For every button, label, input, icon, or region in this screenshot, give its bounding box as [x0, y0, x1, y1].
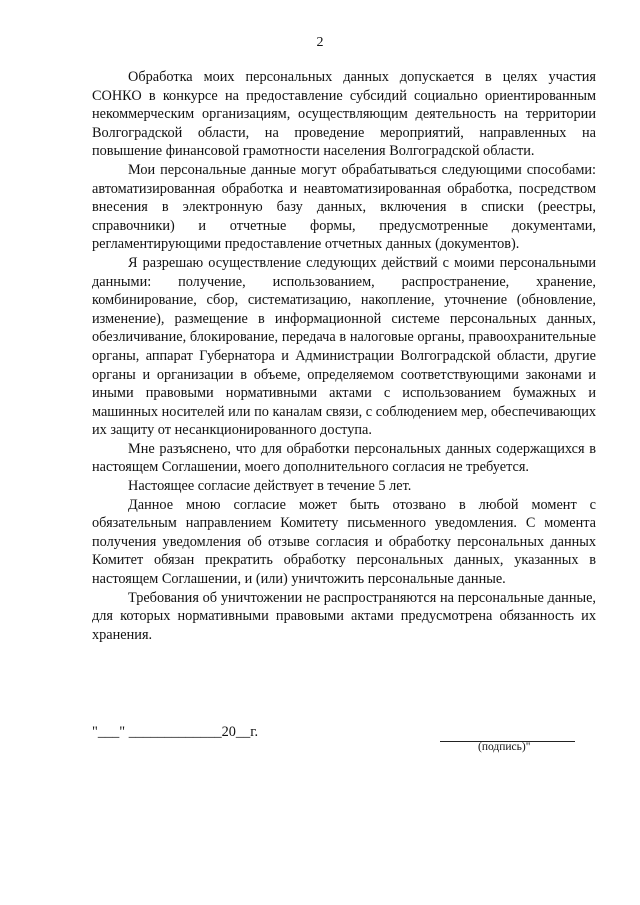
signature-line	[440, 723, 575, 742]
paragraph-permitted-actions: Я разрешаю осуществление следующих действий с моими персональными данными: получение, использованием, распространение, хранение, комбинирование, сбор, систематизацию, накопление, уточнение (обновление, изменение), размещение в информационной системе персональных данных, обезличивание, блокирование, передача в налоговые органы, правоохранительные органы, аппарат Губернатора и Администрации Волгоградской области, другие органы и организации в объеме, определяемом соответствующими законами и иными правовыми нормативными актами с использованием бумажных и машинных носителей или по каналам связи, с соблюдением мер, обеспечивающих их защиту от несанкционированного доступа.	[92, 254, 596, 439]
paragraph-withdrawal: Данное мною согласие может быть отозвано в любой момент с обязательным направлением Комитету письменного уведомления. С момента получения уведомления об отзыве согласия и обработку персональных данных Комитет обязан прекратить обработку персональных данных, указанных в настоящем Соглашении, и (или) уничтожить персональные данные.	[92, 496, 596, 588]
document-body	[92, 68, 596, 644]
paragraph-processing-methods: Мои персональные данные могут обрабатываться следующими способами: автоматизированная обработка и неавтоматизированная обработка, посредством внесения в электронную базу данных, включения в списки (реестры, справочники) и отчетные формы, предусмотренные документами, регламентирующими предоставление отчетных данных (документов).	[92, 161, 596, 253]
signature-caption: (подпись)"	[478, 741, 531, 753]
paragraph-validity-period: Настоящее согласие действует в течение 5 лет.	[128, 478, 412, 495]
page-number: 2	[316, 35, 324, 50]
paragraph-no-extra-consent: Мне разъяснено, что для обработки персональных данных содержащихся в настоящем Соглашении, моего дополнительного согласия не требуется.	[92, 440, 596, 476]
paragraph-destruction-exceptions: Требования об уничтожении не распространяются на персональные данные, для которых нормативными правовыми актами предусмотрена обязанность их хранения.	[92, 589, 596, 643]
signature-date: "___" _____________20__г.	[92, 724, 259, 740]
paragraph-purpose: Обработка моих персональных данных допускается в целях участия СОНКО в конкурсе на предоставление субсидий социально ориентированным некоммерческим организациям, осуществляющим деятельность на территории Волгоградской области, на проведение мероприятий, направленных на повышение финансовой грамотности населения Волгоградской области.	[92, 69, 596, 160]
